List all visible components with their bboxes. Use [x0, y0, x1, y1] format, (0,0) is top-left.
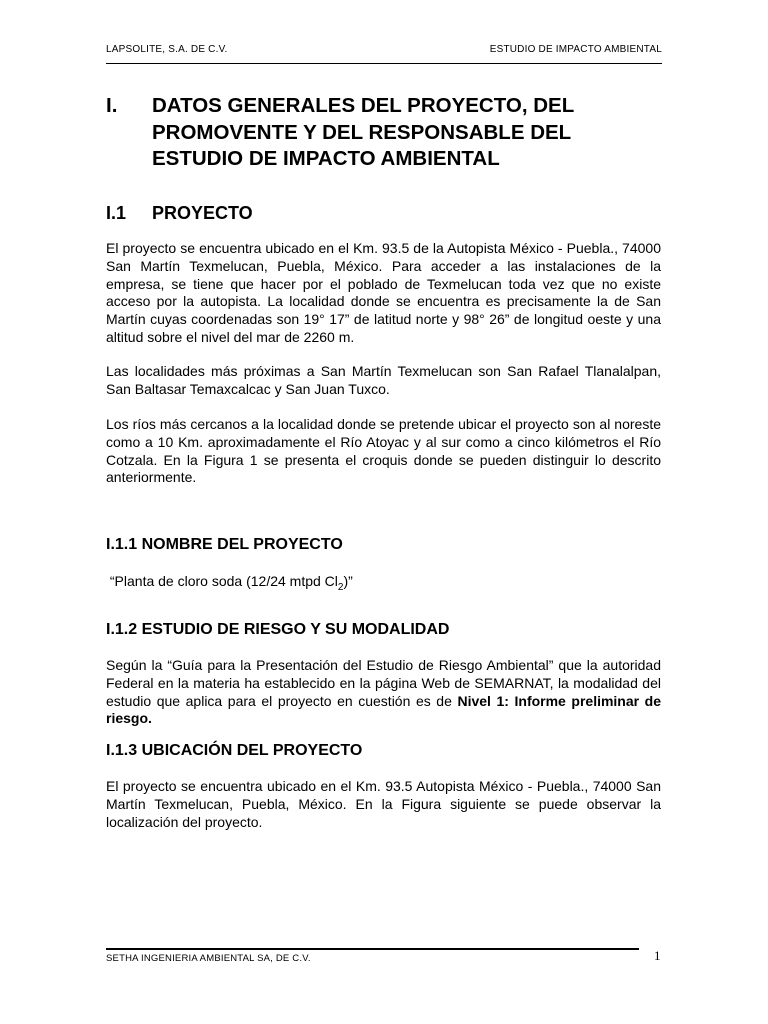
section-i-number: I.: [106, 94, 118, 117]
section-i11-heading: I.1.1 NOMBRE DEL PROYECTO: [106, 536, 343, 553]
risk-study-paragraph: [106, 657, 661, 728]
page-header: [106, 43, 662, 64]
project-name: [106, 573, 353, 593]
section-i1-number: I.1: [106, 203, 127, 223]
project-name-text: “Planta de cloro soda (12/24 mtpd Cl: [109, 573, 338, 589]
risk-study-text: Según la “Guía para la Presentación del Estudio de Riesgo Ambiental” que la autoridad Federal en la materia ha establecido en la página Web de SEMARNAT, la modalidad del estudio que aplica para el proyecto en cuestión es de: [106, 657, 661, 709]
section-i12-heading: I.1.2 ESTUDIO DE RIESGO Y SU MODALIDAD: [106, 621, 450, 638]
page-number: 1: [654, 948, 661, 963]
location-paragraph: El proyecto se encuentra ubicado en el Km. 93.5 Autopista México - Puebla., 74000 San Martín Texmelucan, Puebla, México. En la Figura siguiente se puede observar la localización del proyecto.: [106, 778, 661, 830]
section-i13-heading: I.1.3 UBICACIÓN DEL PROYECTO: [106, 742, 363, 759]
footer-company: SETHA INGENIERIA AMBIENTAL SA, DE C.V.: [106, 953, 311, 964]
nearby-localities-paragraph: Las localidades más próximas a San Martín Texmelucan son San Rafael Tlanalalpan, San Baltasar Temaxcalcac y San Juan Tuxco.: [106, 363, 661, 397]
header-company: LAPSOLITE, S.A. DE C.V.: [106, 44, 228, 55]
footer-divider: [106, 948, 639, 950]
project-name-subscript: 2: [337, 581, 344, 593]
section-i1-title: PROYECTO: [152, 203, 253, 223]
project-location-paragraph: El proyecto se encuentra ubicado en el Km. 93.5 de la Autopista México - Puebla., 74000 San Martín Texmelucan, Puebla, México. Para acceder a las instalaciones de la empresa, se tiene que hacer por el poblado de Texmelucan toda vez que no existe acceso por la autopista. La localidad donde se encuentra es precisamente la de San Martín cuyas coordenadas son 19° 17” de latitud norte y 98° 26” de longitud oeste y una altitud sobre el nivel del mar de 2260 m.: [106, 240, 661, 345]
header-document-title: ESTUDIO DE IMPACTO AMBIENTAL: [489, 44, 662, 55]
risk-study-level: Nivel 1: Informe preliminar de riesgo.: [106, 692, 661, 727]
section-i-title: DATOS GENERALES DEL PROYECTO, DEL PROMOVENTE Y DEL RESPONSABLE DEL ESTUDIO DE IMPACTO AMBIENTAL: [152, 94, 574, 170]
project-name-close: )”: [343, 573, 353, 589]
nearby-rivers-paragraph: Los ríos más cercanos a la localidad donde se pretende ubicar el proyecto son al noreste como a 10 Km. aproximadamente el Río Atoyac y al sur como a cinco kilómetros el Río Cotzala. En la Figura 1 se presenta el croquis donde se pueden distinguir lo descrito anteriormente.: [106, 416, 661, 486]
